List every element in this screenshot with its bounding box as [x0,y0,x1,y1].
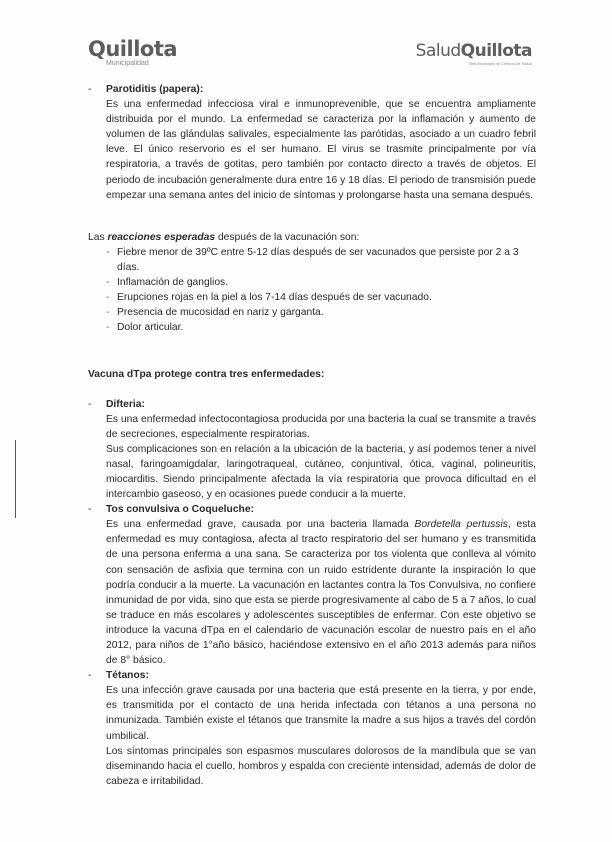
tos-p1: Es una enfermedad grave, causada por una bacteria llamada Bordetella pertussis, esta enfermedad es muy contagiosa, afecta al tracto respiratorio del ser humano y es transmitida de una persona enferma a una sana. Se caracteriza por tos violenta que conlleva al vómito con sensación de asfixia que termina con un ruido estridente durante la inspiración lo que podría conducir a la muerte. La vacunación en lactantes contra la Tos Convulsiva, no confiere inmunidad de por vida, sino que esta se pierde progresivamente al cabo de 5 a 7 años, lo cual se traduce en más escolares y adolescentes susceptibles de enfermar. Con este objetivo se introduce la vacuna dTpa en el calendario de vacunación escolar de nuestro país en el año 2012, para niños de 1°año básico, haciéndose extensivo en el año 2013 además para niños de 8° básico. [106,519,536,667]
difteria-p2: Sus complicaciones son en relación a la ubicación de la bacteria, y así podemos tener a nivel nasal, faringoamigdalar, laringotraqueal, cutáneo, conjuntival, ótica, vaginal, polineuritis, miocarditis. Siendo principalmente afectada la vía respiratoria que provoca dificultad en el intercambio gaseoso, y en ocasiones puede conducir a la muerte. [106,443,536,501]
tetanos-p2: Los síntomas principales son espasmos musculares dolorosos de la mandíbula que se van diseminando hacia el cuello, hombros y espalda con creciente intensidad, además de dolor de cabeza e irritabilidad. [106,745,536,787]
difteria-p1: Es una enfermedad infectocontagiosa producida por una bacteria la cual se transmite a través de secreciones, especialmente respiratorias. [106,413,536,440]
section-parotiditis [88,82,536,203]
list-item: - Presencia de mucosidad en nariz y garganta. [106,307,324,319]
health-network-logo-name: SaludQuillota [415,41,532,61]
municipality-logo-name: Quillota [88,37,178,61]
list-dash: - [88,84,92,95]
parotiditis-title: Parotiditis (papera): [106,84,204,95]
dtpa-heading: Vacuna dTpa protege contra tres enfermedades: [88,369,325,381]
tos-title: Tos convulsiva o Coqueluche: [106,504,254,516]
tetanos-p1: Es una infección grave causada por una bacteria que está presente en la tierra, y por ende, es transmitida por el contacto de una herida infectada con tétanos a una persona no inmunizada. También existe el tétanos que transmite la madre a sus hijos a través del cordón umbilical. [106,685,536,742]
scan-mark [15,440,16,518]
section-tos-convulsiva: - Tos convulsiva o Coqueluche: Es una enfermedad grave, causada por una bacteria llamada Bordetella pertussis, esta enfermedad es muy contagiosa, afecta al tracto respiratorio del ser humano y es transmitida de una persona enferma a una sana. Se caracteriza por tos violenta que conlleva al vómito con sensación de asfixia que termina con un ruido estridente durante la inspiración lo que podría conducir a la muerte. La vacunación en lactantes contra la Tos Convulsiva, no confiere inmunidad de por vida, sino que esta se pierde progresivamente al cabo de 5 a 7 años, lo cual se traduce en más escolares y adolescentes susceptibles de enfermar. Con este objetivo se introduce la vacuna dTpa en el calendario de vacunación escolar de nuestro país en el año 2012, para niños de 1°año básico, haciéndose extensivo en el año 2013 además para niños de 8° básico. [88,502,536,668]
section-tetanos: - Tétanos: Es una infección grave causada por una bacteria que está presente en la tierra, y por ende, es transmitida por el contacto de una herida infectada con tétanos a una persona no inmunizada. También existe el tétanos que transmite la madre a sus hijos a través del cordón umbilical. Los síntomas principales son espasmos musculares dolorosos de la mandíbula que se van diseminando hacia el cuello, hombros y espalda con creciente intensidad, además de dolor de cabeza e irritabilidad. [88,668,536,789]
reacciones-list [88,245,536,336]
list-item: - Dolor articular. [106,322,184,334]
list-item: - Inflamación de ganglios. [106,277,229,289]
list-item: - Erupciones rojas en la piel a los 7-14 días después de ser vacunado. [106,292,432,304]
document-body [88,82,536,789]
parotiditis-body: Es una enfermedad infecciosa viral e inmunoprevenible, que se encuentra ampliamente distribuida por el mundo. La enfermedad se caracteriza por la inflamación y aumento de volumen de las glándulas salivales, especialmente las parótidas, asociado a un cuadro febril leve. El único reservorio es el ser humano. El virus se trasmite principalmente por vía respiratoria, a través de gotitas, pero también por contacto directo a través de objetos. El periodo de incubación generalmente dura entre 16 y 18 días. El periodo de transmisión puede empezar una semana antes del inicio de síntomas y prolongarse hasta una semana después. [106,99,536,201]
section-difteria: - Difteria: Es una enfermedad infectocontagiosa producida por una bacteria la cual se transmite a través de secreciones, especialmente respiratorias. Sus complicaciones son en relación a la ubicación de la bacteria, y así podemos tener a nivel nasal, faringoamigdalar, laringotraqueal, cutáneo, conjuntival, ótica, vaginal, polineuritis, miocarditis. Siendo principalmente afectada la vía respiratoria que provoca dificultad en el intercambio gaseoso, y en ocasiones puede conducir a la muerte. [88,397,536,503]
municipality-logo-sub: Municipalidad [106,60,149,67]
list-item: - Fiebre menor de 39ºC entre 5-12 días después de ser vacunados que persiste por 2 a 3 días. [106,246,519,273]
difteria-title: Difteria: [106,398,145,410]
health-network-logo [416,42,532,66]
tetanos-title: Tétanos: [106,670,149,682]
health-network-logo-sub: Red Municipal de Centros de Salud [469,61,532,66]
reacciones-intro: Las reacciones esperadas después de la vacunación son: [88,231,360,243]
municipality-logo [88,38,177,67]
